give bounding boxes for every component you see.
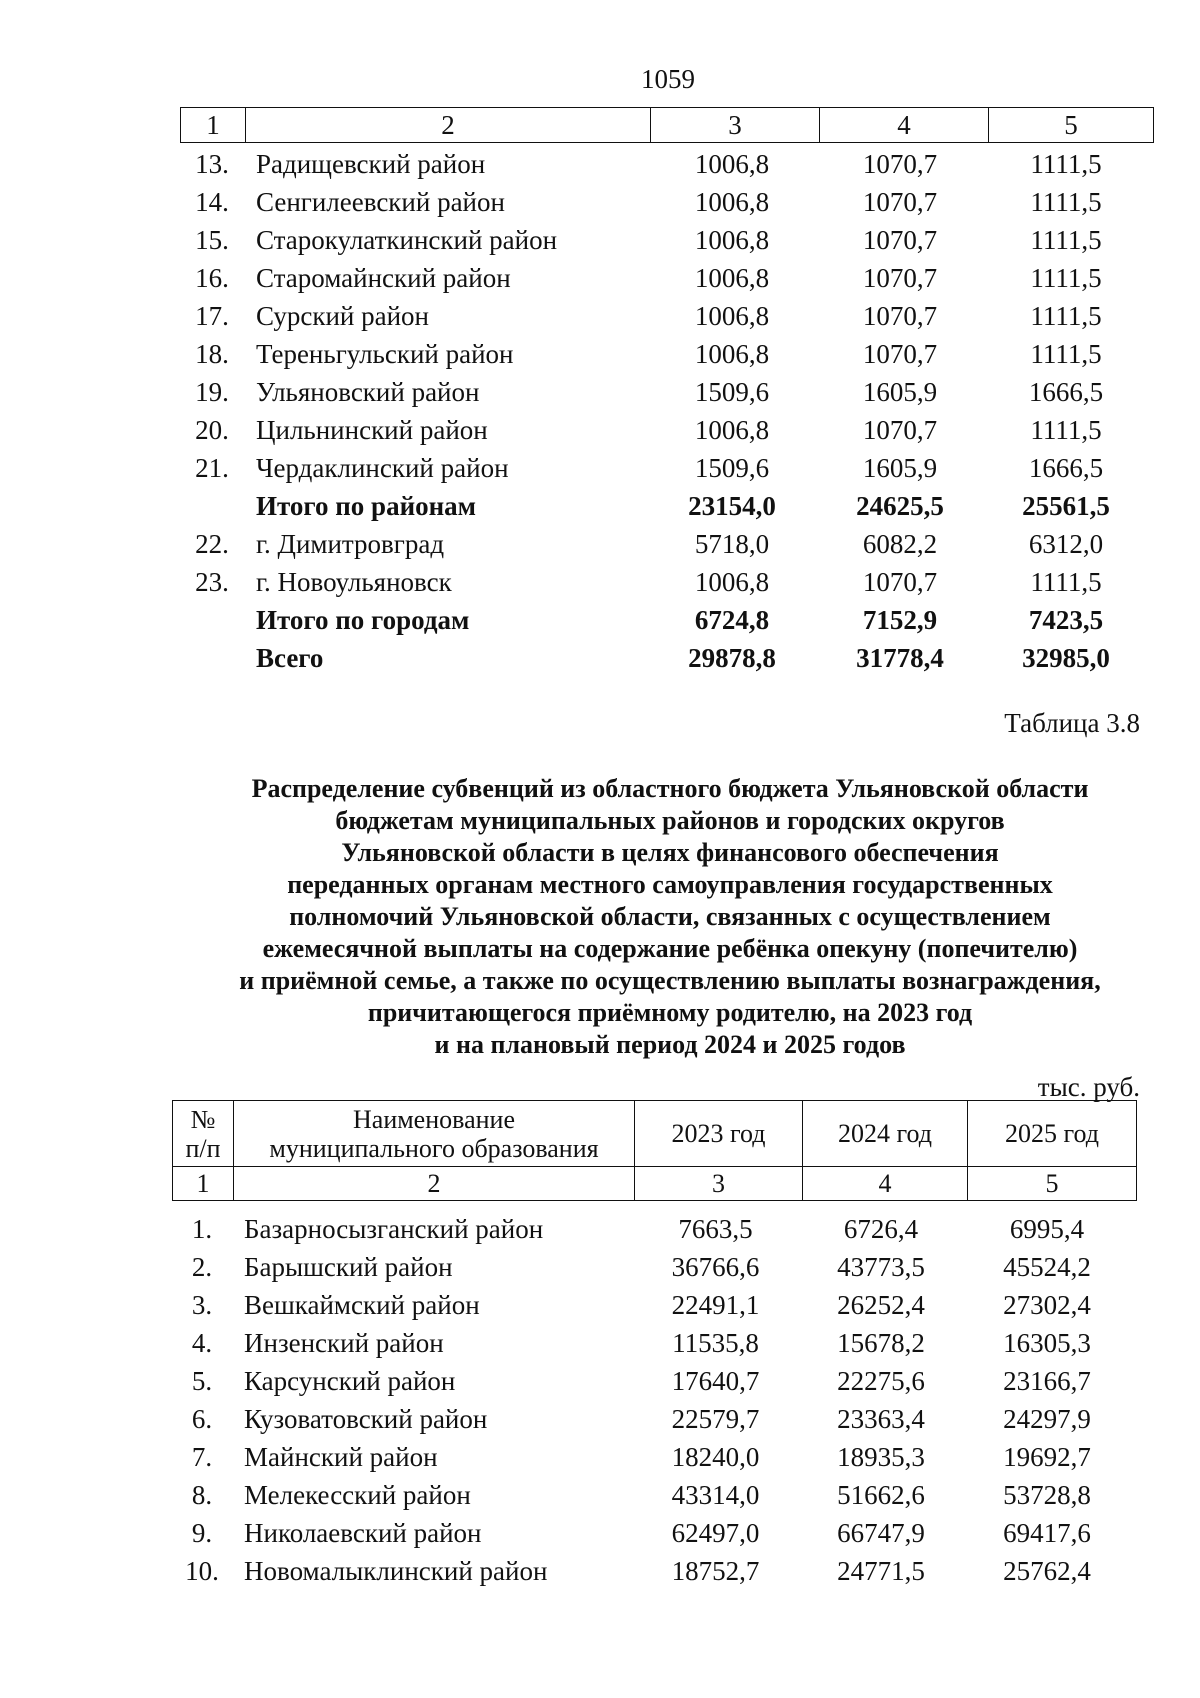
row-name: Мелекесский район <box>244 1479 471 1510</box>
row-value-2023: 18752,7 <box>671 1555 760 1586</box>
row-value-2024: 18935,3 <box>837 1441 925 1472</box>
row-number: 19. <box>195 376 229 407</box>
row-value-col5: 1666,5 <box>1028 452 1104 483</box>
row-number: 21. <box>195 452 229 483</box>
row-value-col4: 6082,2 <box>862 528 938 559</box>
row-value-col5: 6312,0 <box>1028 528 1104 559</box>
row-value-col5: 1111,5 <box>1030 148 1102 179</box>
row-name: г. Димитровград <box>256 528 445 559</box>
table1-header-cell: 2 <box>246 108 651 143</box>
row-value-2025: 16305,3 <box>1003 1327 1091 1358</box>
row-number: 16. <box>195 262 229 293</box>
row-number: 4. <box>191 1327 213 1358</box>
row-value-col5: 25561,5 <box>1022 490 1110 521</box>
title-line: причитающегося приёмному родителю, на 2023 год <box>367 998 973 1027</box>
row-value-col5: 7423,5 <box>1028 604 1104 635</box>
row-number: 8. <box>191 1479 213 1510</box>
row-number: 5. <box>191 1365 213 1396</box>
row-value-col3: 1006,8 <box>694 338 770 369</box>
row-value-2024: 15678,2 <box>837 1327 925 1358</box>
row-number: 2. <box>191 1251 213 1282</box>
row-value-col3: 23154,0 <box>688 490 776 521</box>
row-value-col4: 31778,4 <box>856 642 944 673</box>
row-value-2025: 45524,2 <box>1003 1251 1091 1282</box>
row-name: Сенгилеевский район <box>256 186 505 217</box>
table-row <box>180 373 1148 411</box>
table-row <box>172 1552 1131 1590</box>
row-value-col5: 32985,0 <box>1022 642 1110 673</box>
row-value-2025: 23166,7 <box>1003 1365 1091 1396</box>
row-value-2023: 7663,5 <box>678 1213 753 1244</box>
row-value-col3: 1006,8 <box>694 224 770 255</box>
col-2024-header: 2024 год <box>803 1101 968 1167</box>
row-value-2025: 69417,6 <box>1003 1517 1091 1548</box>
row-value-col4: 1070,7 <box>862 414 938 445</box>
row-value-col3: 1006,8 <box>694 414 770 445</box>
row-value-2025: 27302,4 <box>1003 1289 1091 1320</box>
row-value-col5: 1111,5 <box>1030 300 1102 331</box>
row-name: Базарносызганский район <box>244 1213 544 1244</box>
table-row <box>180 145 1148 183</box>
table-row <box>172 1400 1131 1438</box>
table1-header-cell: 3 <box>651 108 820 143</box>
table2-header <box>172 1100 1137 1201</box>
row-name: Цильнинский район <box>256 414 488 445</box>
table-row <box>172 1210 1131 1248</box>
row-value-2024: 51662,6 <box>837 1479 925 1510</box>
col-name-line1: Наименование <box>353 1104 515 1134</box>
table-row <box>180 563 1148 601</box>
row-value-col4: 1605,9 <box>862 452 938 483</box>
title-line: Распределение субвенций из областного бюджета Ульяновской области <box>251 774 1089 803</box>
row-value-2023: 18240,0 <box>671 1441 760 1472</box>
table-row <box>172 1362 1131 1400</box>
row-value-col3: 1509,6 <box>694 376 770 407</box>
row-value-2024: 23363,4 <box>837 1403 925 1434</box>
row-value-2023: 22491,1 <box>671 1289 760 1320</box>
row-name: Старомайнский район <box>256 262 511 293</box>
row-name: Новомалыклинский район <box>244 1555 548 1586</box>
title-line: Ульяновской области в целях финансового обеспечения <box>341 838 999 867</box>
title-line: ежемесячной выплаты на содержание ребёнка опекуну (попечителю) <box>262 934 1078 963</box>
row-value-2024: 26252,4 <box>837 1289 925 1320</box>
row-name: Ульяновский район <box>256 376 480 407</box>
row-value-2024: 22275,6 <box>837 1365 925 1396</box>
row-number: 20. <box>195 414 229 445</box>
row-name: Старокулаткинский район <box>256 224 558 255</box>
row-value-2024: 24771,5 <box>837 1555 925 1586</box>
row-value-2025: 53728,8 <box>1003 1479 1091 1510</box>
row-value-col5: 1111,5 <box>1030 186 1102 217</box>
row-name: Радищевский район <box>256 148 486 179</box>
row-value-2023: 22579,7 <box>671 1403 760 1434</box>
row-name: Инзенский район <box>244 1327 444 1358</box>
table-row <box>180 449 1148 487</box>
row-value-2025: 24297,9 <box>1003 1403 1091 1434</box>
row-value-2025: 25762,4 <box>1003 1555 1091 1586</box>
table1-header-cell: 4 <box>820 108 989 143</box>
table-row <box>172 1324 1131 1362</box>
row-name: Майнский район <box>244 1441 438 1472</box>
row-value-col5: 1666,5 <box>1028 376 1104 407</box>
table1-header-cell: 5 <box>989 108 1154 143</box>
row-name: Итого по городам <box>256 604 470 635</box>
row-value-col3: 1006,8 <box>694 148 770 179</box>
row-number: 23. <box>195 566 229 597</box>
table2-body <box>172 1210 1131 1590</box>
col-no-line1: № <box>190 1104 216 1134</box>
col-number-cell: 5 <box>968 1167 1137 1201</box>
row-value-col3: 1006,8 <box>694 186 770 217</box>
row-number: 14. <box>195 186 229 217</box>
row-value-2023: 62497,0 <box>671 1517 760 1548</box>
row-name: Николаевский район <box>244 1517 482 1548</box>
col-number-cell: 3 <box>635 1167 803 1201</box>
row-value-col5: 1111,5 <box>1030 224 1102 255</box>
row-value-col4: 1070,7 <box>862 148 938 179</box>
col-name-line2: муниципального образования <box>269 1133 599 1163</box>
row-value-2023: 17640,7 <box>671 1365 760 1396</box>
row-value-col3: 29878,8 <box>688 642 776 673</box>
col-2023-header: 2023 год <box>635 1101 803 1167</box>
col-number-cell: 2 <box>234 1167 635 1201</box>
row-name: г. Новоульяновск <box>256 566 452 597</box>
row-value-col4: 1070,7 <box>862 300 938 331</box>
title-line: переданных органам местного самоуправления государственных <box>287 870 1053 899</box>
row-number <box>180 601 244 639</box>
col-number-cell: 4 <box>803 1167 968 1201</box>
table-row <box>180 601 1148 639</box>
row-number: 6. <box>191 1403 213 1434</box>
page-number: 1059 <box>641 64 695 94</box>
row-number: 10. <box>185 1555 219 1586</box>
table-row <box>172 1248 1131 1286</box>
title-line: и приёмной семье, а также по осуществлению выплаты вознаграждения, <box>239 966 1101 995</box>
row-value-col4: 24625,5 <box>856 490 944 521</box>
row-value-col4: 7152,9 <box>862 604 938 635</box>
row-number: 7. <box>191 1441 213 1472</box>
title-line: бюджетам муниципальных районов и городских округов <box>335 806 1005 835</box>
row-value-2024: 66747,9 <box>837 1517 925 1548</box>
row-value-col3: 1006,8 <box>694 566 770 597</box>
row-name: Вешкаймский район <box>244 1289 480 1320</box>
row-value-col5: 1111,5 <box>1030 566 1102 597</box>
table1-header-cell: 1 <box>181 108 246 143</box>
table-row <box>180 297 1148 335</box>
row-number <box>180 487 244 525</box>
units-label: тыс. руб. <box>1037 1072 1140 1102</box>
row-value-col3: 5718,0 <box>694 528 770 559</box>
row-value-2025: 6995,4 <box>1009 1213 1085 1244</box>
table-title <box>120 773 1200 1061</box>
col-name-header <box>234 1101 635 1167</box>
row-value-col5: 1111,5 <box>1030 414 1102 445</box>
row-name: Кузоватовский район <box>244 1403 488 1434</box>
table-row <box>180 487 1148 525</box>
table-row <box>180 259 1148 297</box>
table1-body <box>180 145 1148 677</box>
table-row <box>180 411 1148 449</box>
row-value-col5: 1111,5 <box>1030 262 1102 293</box>
row-value-col3: 1509,6 <box>694 452 770 483</box>
table-row <box>180 525 1148 563</box>
row-value-col3: 6724,8 <box>694 604 770 635</box>
table-label: Таблица 3.8 <box>1004 708 1140 738</box>
row-value-2024: 6726,4 <box>843 1213 919 1244</box>
row-number: 9. <box>191 1517 213 1548</box>
row-value-col3: 1006,8 <box>694 262 770 293</box>
row-number: 1. <box>191 1213 213 1244</box>
row-name: Всего <box>256 642 324 673</box>
row-number: 3. <box>191 1289 213 1320</box>
table-row <box>180 335 1148 373</box>
row-name: Чердаклинский район <box>256 452 509 483</box>
table-row <box>172 1476 1131 1514</box>
row-value-col4: 1070,7 <box>862 224 938 255</box>
table-row <box>172 1514 1131 1552</box>
col-2025-header: 2025 год <box>968 1101 1137 1167</box>
row-value-col5: 1111,5 <box>1030 338 1102 369</box>
row-name: Сурский район <box>256 300 429 331</box>
row-name: Карсунский район <box>244 1365 456 1396</box>
row-number: 22. <box>195 528 229 559</box>
table-row <box>180 221 1148 259</box>
table-row <box>172 1286 1131 1324</box>
row-number: 15. <box>195 224 229 255</box>
table-row <box>172 1438 1131 1476</box>
row-name: Барышский район <box>244 1251 453 1282</box>
row-number <box>180 639 244 677</box>
row-value-2025: 19692,7 <box>1003 1441 1091 1472</box>
row-value-2024: 43773,5 <box>837 1251 925 1282</box>
row-name: Тереньгульский район <box>256 338 514 369</box>
title-line: полномочий Ульяновской области, связанных с осуществлением <box>289 902 1051 931</box>
col-number-cell: 1 <box>173 1167 234 1201</box>
row-value-col4: 1070,7 <box>862 262 938 293</box>
row-name: Итого по районам <box>256 490 477 521</box>
row-number: 17. <box>195 300 229 331</box>
row-value-col4: 1070,7 <box>862 186 938 217</box>
row-value-col3: 1006,8 <box>694 300 770 331</box>
row-value-2023: 43314,0 <box>671 1479 760 1510</box>
row-number: 18. <box>195 338 229 369</box>
row-value-col4: 1070,7 <box>862 566 938 597</box>
title-line: и на плановый период 2024 и 2025 годов <box>434 1030 906 1059</box>
row-value-2023: 36766,6 <box>671 1251 760 1282</box>
row-number: 13. <box>195 148 229 179</box>
table1-header <box>180 107 1154 143</box>
col-no-line2: п/п <box>185 1133 221 1163</box>
table-row <box>180 639 1148 677</box>
row-value-2023: 11535,8 <box>672 1327 759 1358</box>
col-no-header <box>173 1101 234 1167</box>
table-row <box>180 183 1148 221</box>
row-value-col4: 1605,9 <box>862 376 938 407</box>
row-value-col4: 1070,7 <box>862 338 938 369</box>
